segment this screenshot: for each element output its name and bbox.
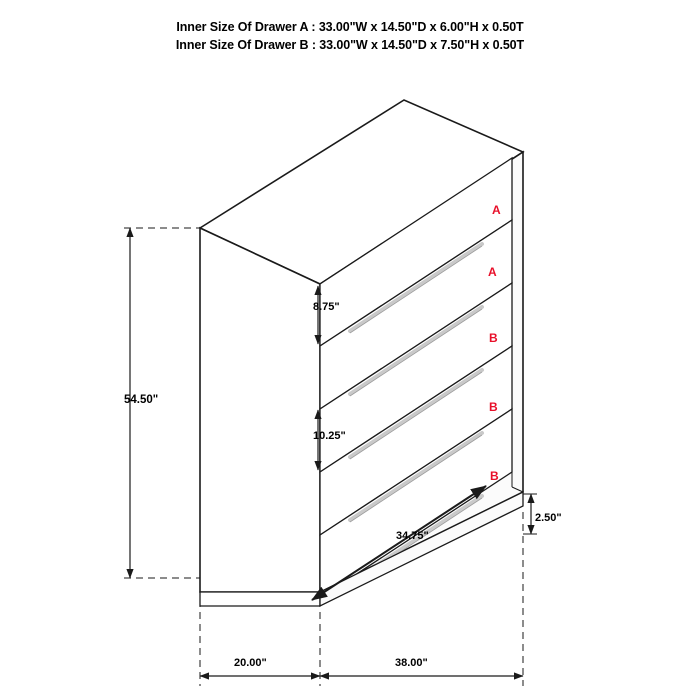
- dim-label-base-height: 2.50": [535, 512, 562, 524]
- dim-label-drawer-b-height: 10.25": [313, 430, 346, 442]
- dim-label-overall-height: 54.50": [124, 394, 159, 406]
- dim-label-drawer-inner-width: 34.75": [396, 530, 429, 542]
- drawer-label-2: A: [488, 265, 497, 279]
- drawer-label-3: B: [489, 331, 498, 345]
- drawer-label-1: A: [492, 203, 501, 217]
- drawer-a-spec-text: Inner Size Of Drawer A : 33.00"W x 14.50"D x 6.00"H x 0.50T: [176, 20, 524, 34]
- dim-label-drawer-a-height: 8.75": [313, 301, 340, 313]
- drawer-b-spec-text: Inner Size Of Drawer B : 33.00"W x 14.50"D x 7.50"H x 0.50T: [175, 38, 525, 52]
- drawer-label-5: B: [490, 469, 499, 483]
- dim-label-depth: 20.00": [234, 657, 267, 669]
- drawer-label-4: B: [489, 400, 498, 414]
- dim-label-width: 38.00": [395, 657, 428, 669]
